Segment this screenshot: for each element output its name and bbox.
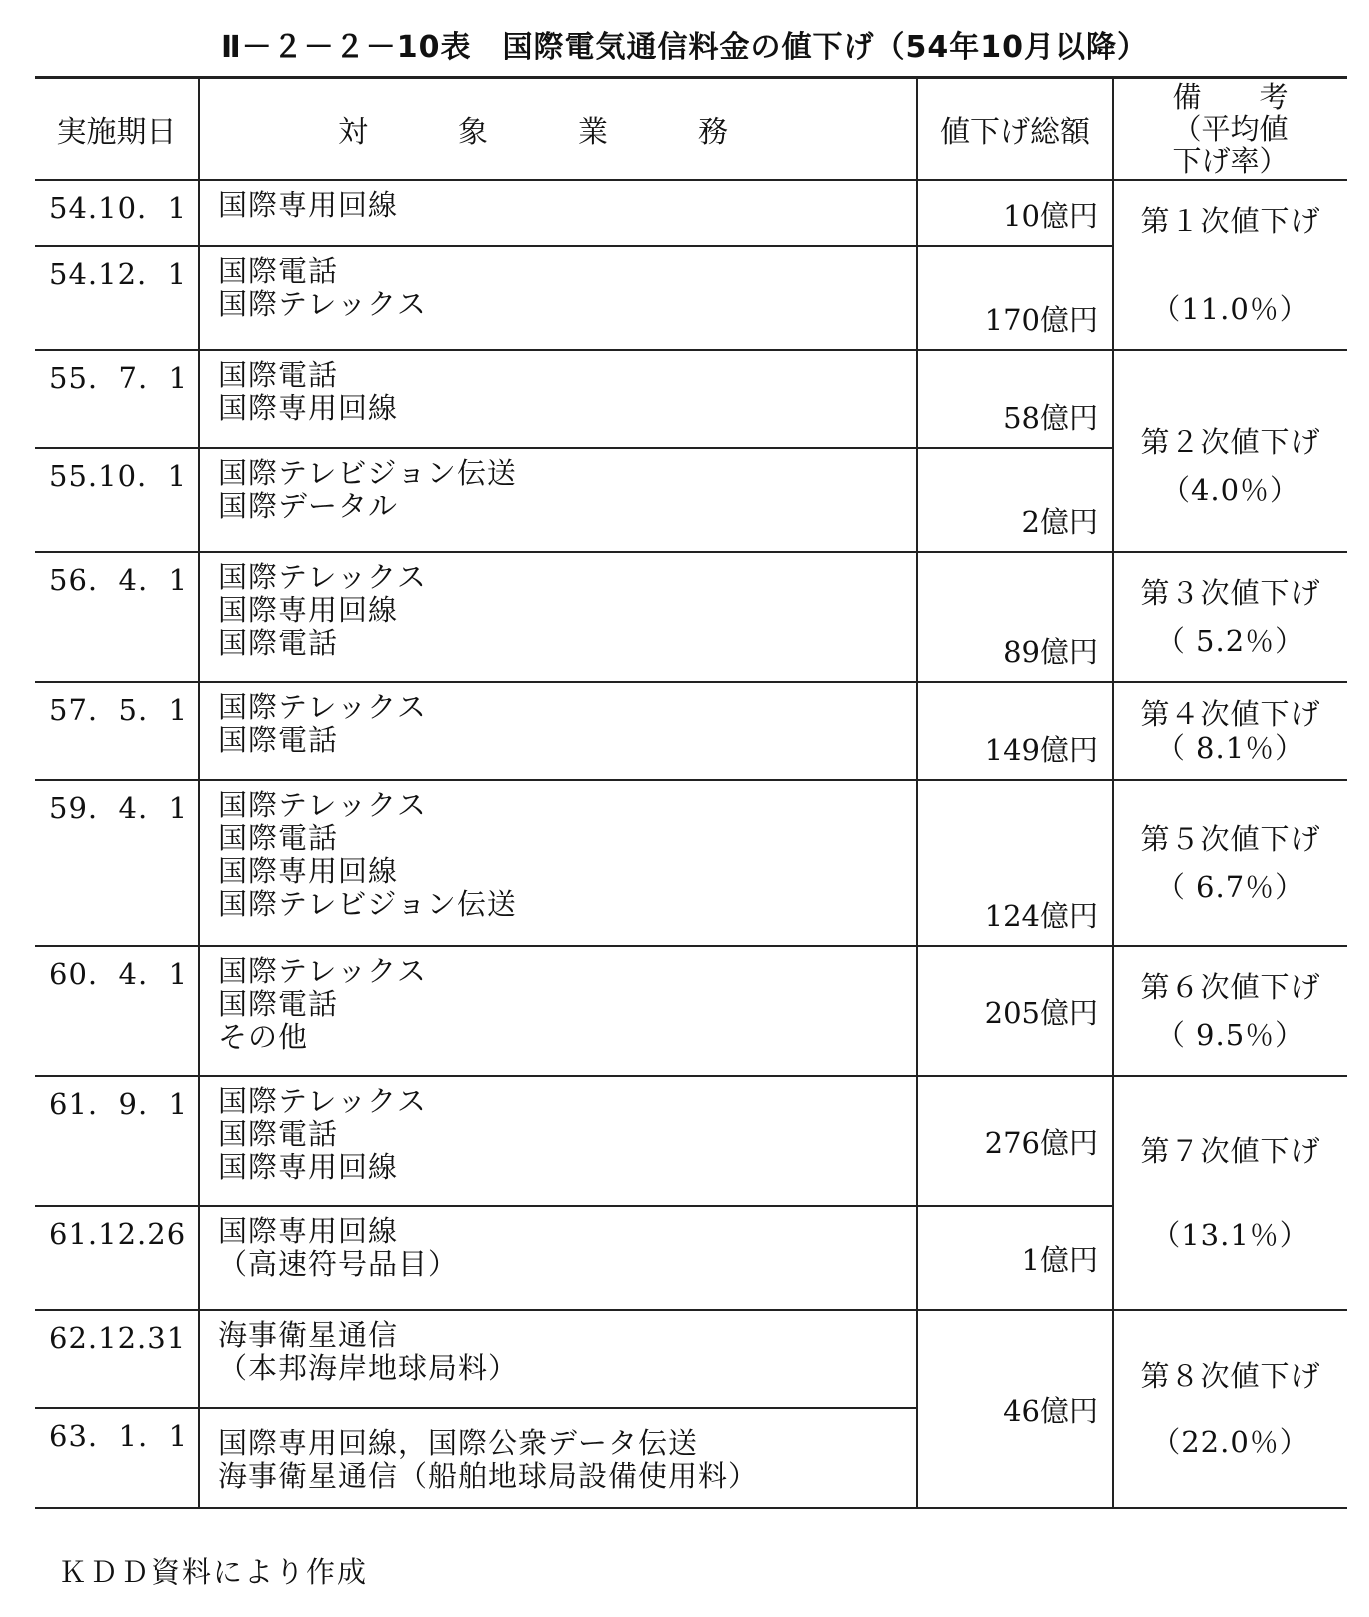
row-date: 55. 7. 1 bbox=[49, 361, 189, 395]
note-label: 第８次値下げ bbox=[1140, 1359, 1321, 1393]
table-row: 61.12.26 国際専用回線 （高速符号品目） 1億円 bbox=[35, 1206, 1347, 1310]
table-row: 63. 1. 1 国際専用回線，国際公衆データ伝送 海事衛星通信（船舶地球局設備使用料） bbox=[35, 1408, 1347, 1508]
row-amount: 205億円 bbox=[984, 995, 1098, 1030]
row-date: 56. 4. 1 bbox=[49, 563, 189, 597]
row-amount: 2億円 bbox=[1021, 505, 1098, 539]
note-pct: （ 5.2％） bbox=[1155, 624, 1306, 658]
row-date: 57. 5. 1 bbox=[49, 693, 189, 727]
note-label: 第２次値下げ bbox=[1140, 425, 1321, 459]
note-cell bbox=[1113, 1076, 1347, 1310]
note-label: 第１次値下げ bbox=[1140, 204, 1321, 238]
table-row: 62.12.31 海事衛星通信 （本邦海岸地球局料） 46億円 第８次値下げ （22.0％） bbox=[35, 1310, 1347, 1408]
row-date: 54.10. 1 bbox=[49, 191, 188, 225]
table-title: Ⅱ－２－２－10表 国際電気通信料金の値下げ（54年10月以降） bbox=[220, 30, 1148, 65]
note-pct: （22.0％） bbox=[1151, 1425, 1310, 1459]
table-row bbox=[35, 180, 1347, 246]
row-amount: 1億円 bbox=[1021, 1242, 1098, 1277]
service-item: 国際専用回線 bbox=[218, 188, 399, 222]
note-label: 第６次値下げ bbox=[1140, 970, 1321, 1004]
note-pct: （ 8.1％） bbox=[1155, 731, 1306, 765]
table-row: 60. 4. 1 国際テレックス 国際電話 その他 205億円 第６次値下げ （ 9.5％） bbox=[35, 946, 1347, 1076]
note-label: 第４次値下げ bbox=[1140, 697, 1321, 731]
source-note: ＫＤＤ資料により作成 bbox=[58, 1555, 369, 1589]
row-amount: 170億円 bbox=[984, 303, 1098, 337]
note-cell bbox=[1113, 180, 1347, 350]
table-header-row bbox=[35, 78, 1347, 181]
row-amount: 124億円 bbox=[984, 899, 1098, 933]
note-pct: （13.1％） bbox=[1151, 1218, 1310, 1252]
note-cell bbox=[1113, 780, 1347, 946]
table-row: 55.10. 1 国際テレビジョン伝送 国際データル 2億円 bbox=[35, 448, 1347, 552]
row-amount: 149億円 bbox=[984, 733, 1098, 767]
row-amount: 58億円 bbox=[1003, 401, 1098, 435]
row-date: 60. 4. 1 bbox=[49, 957, 189, 991]
row-amount: 276億円 bbox=[984, 1125, 1098, 1160]
table-row: 54.12. 1 国際電話 国際テレックス 170億円 bbox=[35, 246, 1347, 350]
table-row: 59. 4. 1 国際テレックス 国際電話 国際専用回線 国際テレビジョン伝送 124億円 第５次値下げ （ 6.7％） bbox=[35, 780, 1347, 946]
table-row: 61. 9. 1 国際テレックス 国際電話 国際専用回線 276億円 第７次値下げ （13.1％） bbox=[35, 1076, 1347, 1206]
row-amount: 89億円 bbox=[1003, 635, 1098, 669]
row-date: 59. 4. 1 bbox=[49, 791, 189, 825]
note-label: 第７次値下げ bbox=[1140, 1134, 1321, 1168]
table-row: 56. 4. 1 国際テレックス 国際専用回線 国際電話 89億円 第３次値下げ （ 5.2％） bbox=[35, 552, 1347, 682]
header-date: 実施期日 bbox=[35, 78, 199, 181]
row-date: 54.12. 1 bbox=[49, 257, 188, 291]
row-amount: 46億円 bbox=[1003, 1393, 1098, 1428]
note-cell bbox=[1113, 1310, 1347, 1508]
note-pct: （11.0％） bbox=[1151, 292, 1310, 326]
note-cell bbox=[1113, 946, 1347, 1076]
note-cell bbox=[1113, 552, 1347, 682]
row-date: 63. 1. 1 bbox=[49, 1419, 189, 1453]
note-cell bbox=[1113, 350, 1347, 552]
table-row: 55. 7. 1 国際電話 国際専用回線 58億円 第２次値下げ （4.0％） bbox=[35, 350, 1347, 448]
note-pct: （ 9.5％） bbox=[1155, 1018, 1306, 1052]
header-note: 備 考 （平均値 下げ率） bbox=[1113, 78, 1347, 181]
note-cell bbox=[1113, 682, 1347, 780]
row-date: 61. 9. 1 bbox=[49, 1087, 189, 1121]
header-amount: 値下げ総額 bbox=[917, 78, 1113, 181]
row-date: 55.10. 1 bbox=[49, 459, 188, 493]
row-date: 62.12.31 bbox=[49, 1321, 187, 1355]
header-service: 対象業務 bbox=[199, 78, 917, 181]
note-pct: （4.0％） bbox=[1160, 473, 1301, 507]
note-label: 第５次値下げ bbox=[1140, 822, 1321, 856]
note-label: 第３次値下げ bbox=[1140, 576, 1321, 610]
table-row: 57. 5. 1 国際テレックス 国際電話 149億円 第４次値下げ （ 8.1％） bbox=[35, 682, 1347, 780]
row-date: 61.12.26 bbox=[49, 1217, 187, 1251]
row-amount: 10億円 bbox=[1003, 199, 1098, 233]
note-pct: （ 6.7％） bbox=[1155, 870, 1306, 904]
rate-reduction-table bbox=[35, 76, 1347, 1509]
